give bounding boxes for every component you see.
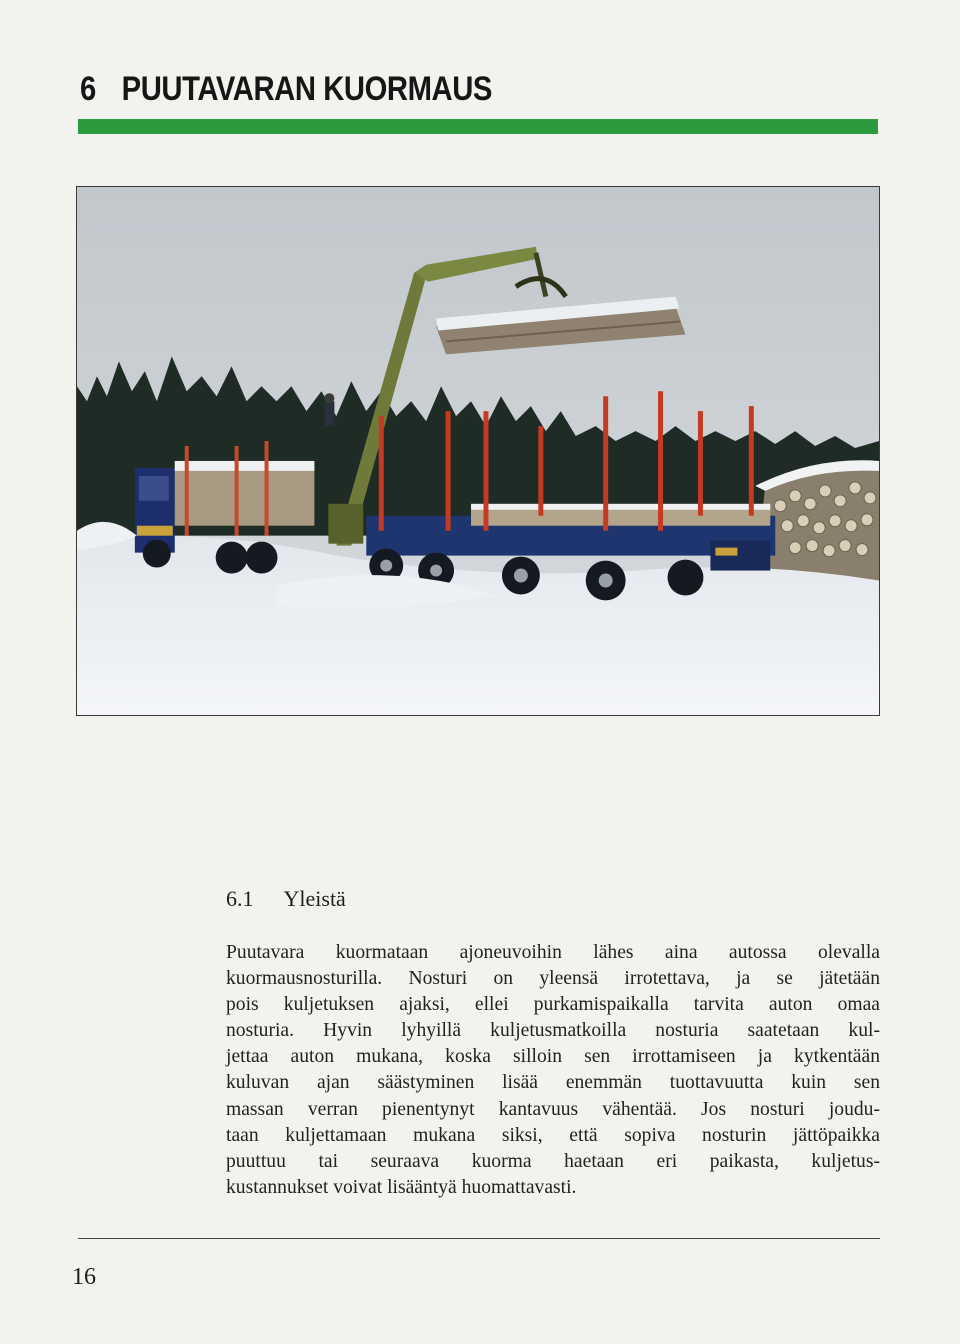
photo-illustration xyxy=(77,187,879,715)
body-line: kuluvan ajan säästyminen lisää enemmän tuottavuutta kuin sen xyxy=(226,1072,880,1094)
section-title: Yleistä xyxy=(283,886,346,911)
body-line: Puutavara kuormataan ajoneuvoihin lähes aina autossa olevalla xyxy=(226,942,880,963)
body-line: puuttuu tai seuraava kuorma haetaan eri paikasta, kuljetus- xyxy=(226,1150,880,1172)
chapter-rule xyxy=(78,119,878,134)
section-heading xyxy=(226,886,346,912)
body-line: pois kuljetuksen ajaksi, ellei purkamispaikalla tarvita auton omaa xyxy=(226,994,880,1016)
body-paragraph xyxy=(226,940,880,1201)
body-line: kuormausnosturilla. Nosturi on yleensä irrotettava, ja se jätetään xyxy=(226,968,880,990)
body-line: taan kuljettamaan mukana siksi, että sopiva nosturin jättöpaikka xyxy=(226,1124,880,1146)
section-number: 6.1 xyxy=(226,886,254,911)
body-line: nosturia. Hyvin lyhyillä kuljetusmatkoilla nosturia saatetaan kul- xyxy=(226,1020,880,1042)
chapter-number: 6 xyxy=(80,70,96,108)
chapter-title-text: PUUTAVARAN KUORMAUS xyxy=(121,70,492,108)
footer-rule xyxy=(78,1238,880,1239)
body-line: kustannukset voivat lisääntyä huomattavasti. xyxy=(226,1176,577,1198)
page-number: 16 xyxy=(72,1264,96,1290)
body-line: massan verran pienentynyt kantavuus vähentää. Jos nosturi joudu- xyxy=(226,1098,880,1120)
timber-truck-photo xyxy=(76,186,880,716)
chapter-title xyxy=(80,70,492,109)
body-line: jettaa auton mukana, koska silloin sen irrottamiseen ja kytkentään xyxy=(226,1046,880,1068)
